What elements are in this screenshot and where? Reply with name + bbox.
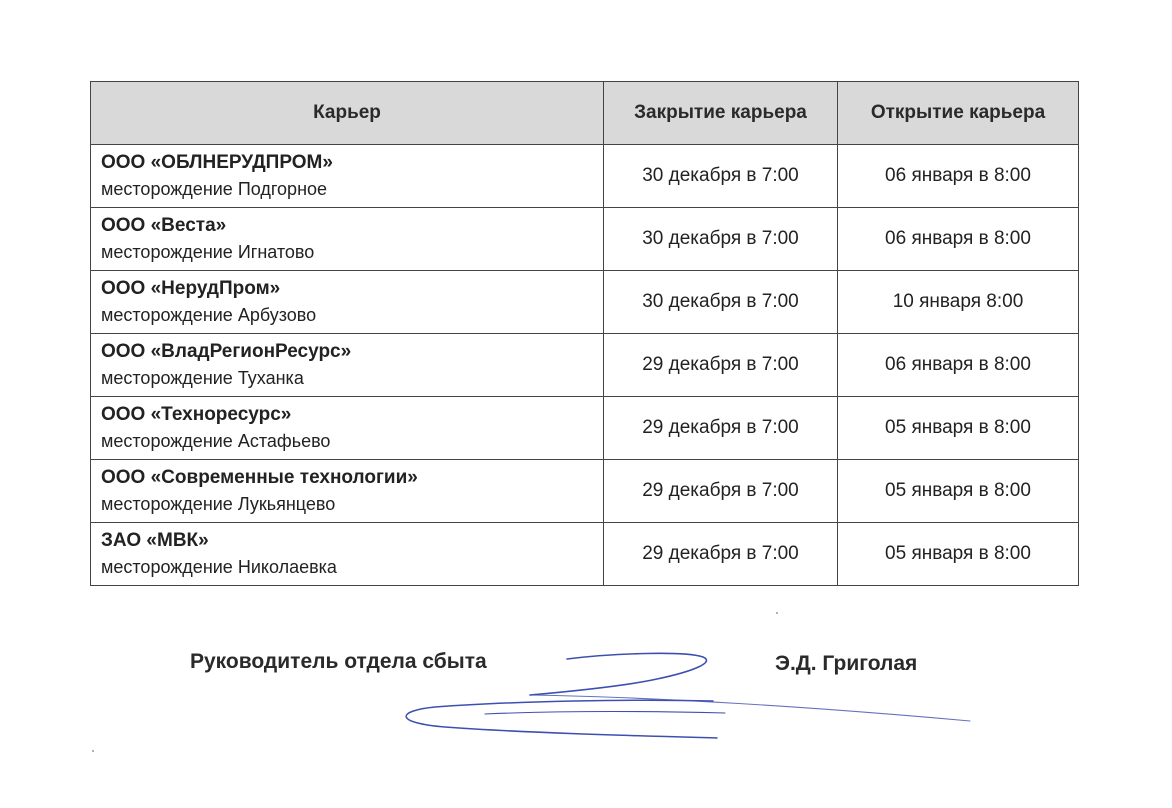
open-date: 06 января в 8:00: [838, 145, 1079, 208]
close-date: 30 декабря в 7:00: [604, 271, 838, 334]
quarry-schedule-table: [90, 81, 1079, 586]
table-row: [91, 334, 1079, 397]
quarry-cell: [91, 271, 604, 334]
header-open: Открытие карьера: [838, 82, 1079, 145]
quarry-cell: [91, 397, 604, 460]
deposit-name: месторождение Арбузово: [101, 305, 317, 325]
company-name: ООО «Современные технологии»: [101, 467, 418, 488]
open-date: 10 января 8:00: [838, 271, 1079, 334]
header-quarry: Карьер: [91, 82, 604, 145]
table-row: [91, 397, 1079, 460]
close-date: 29 декабря в 7:00: [604, 460, 838, 523]
quarry-cell: [91, 208, 604, 271]
quarry-cell: [91, 334, 604, 397]
deposit-name: месторождение Астафьево: [101, 431, 331, 451]
deposit-name: месторождение Лукьянцево: [101, 494, 336, 514]
close-date: 29 декабря в 7:00: [604, 397, 838, 460]
signatory-title: Руководитель отдела сбыта: [190, 650, 487, 673]
scan-speck: [776, 612, 778, 614]
table-row: [91, 460, 1079, 523]
deposit-name: месторождение Игнатово: [101, 242, 315, 262]
header-close: Закрытие карьера: [604, 82, 838, 145]
open-date: 05 января в 8:00: [838, 460, 1079, 523]
open-date: 05 января в 8:00: [838, 523, 1079, 586]
open-date: 05 января в 8:00: [838, 397, 1079, 460]
table-row: [91, 523, 1079, 586]
quarry-cell: [91, 460, 604, 523]
table-row: [91, 208, 1079, 271]
signatory-name: Э.Д. Григолая: [775, 652, 918, 675]
table-header-row: [91, 82, 1079, 145]
company-name: ООО «НерудПром»: [101, 278, 281, 299]
deposit-name: месторождение Подгорное: [101, 179, 328, 199]
scan-speck: [92, 750, 94, 752]
quarry-cell: [91, 145, 604, 208]
close-date: 29 декабря в 7:00: [604, 523, 838, 586]
close-date: 29 декабря в 7:00: [604, 334, 838, 397]
quarry-cell: [91, 523, 604, 586]
close-date: 30 декабря в 7:00: [604, 145, 838, 208]
company-name: ООО «ОБЛНЕРУДПРОМ»: [101, 152, 333, 173]
company-name: ООО «Веста»: [101, 215, 227, 236]
open-date: 06 января в 8:00: [838, 334, 1079, 397]
close-date: 30 декабря в 7:00: [604, 208, 838, 271]
company-name: ЗАО «МВК»: [101, 530, 209, 551]
company-name: ООО «Техноресурс»: [101, 404, 292, 425]
open-date: 06 января в 8:00: [838, 208, 1079, 271]
deposit-name: месторождение Николаевка: [101, 557, 337, 577]
table-row: [91, 145, 1079, 208]
company-name: ООО «ВладРегионРесурс»: [101, 341, 352, 362]
table-row: [91, 271, 1079, 334]
deposit-name: месторождение Туханка: [101, 368, 304, 388]
